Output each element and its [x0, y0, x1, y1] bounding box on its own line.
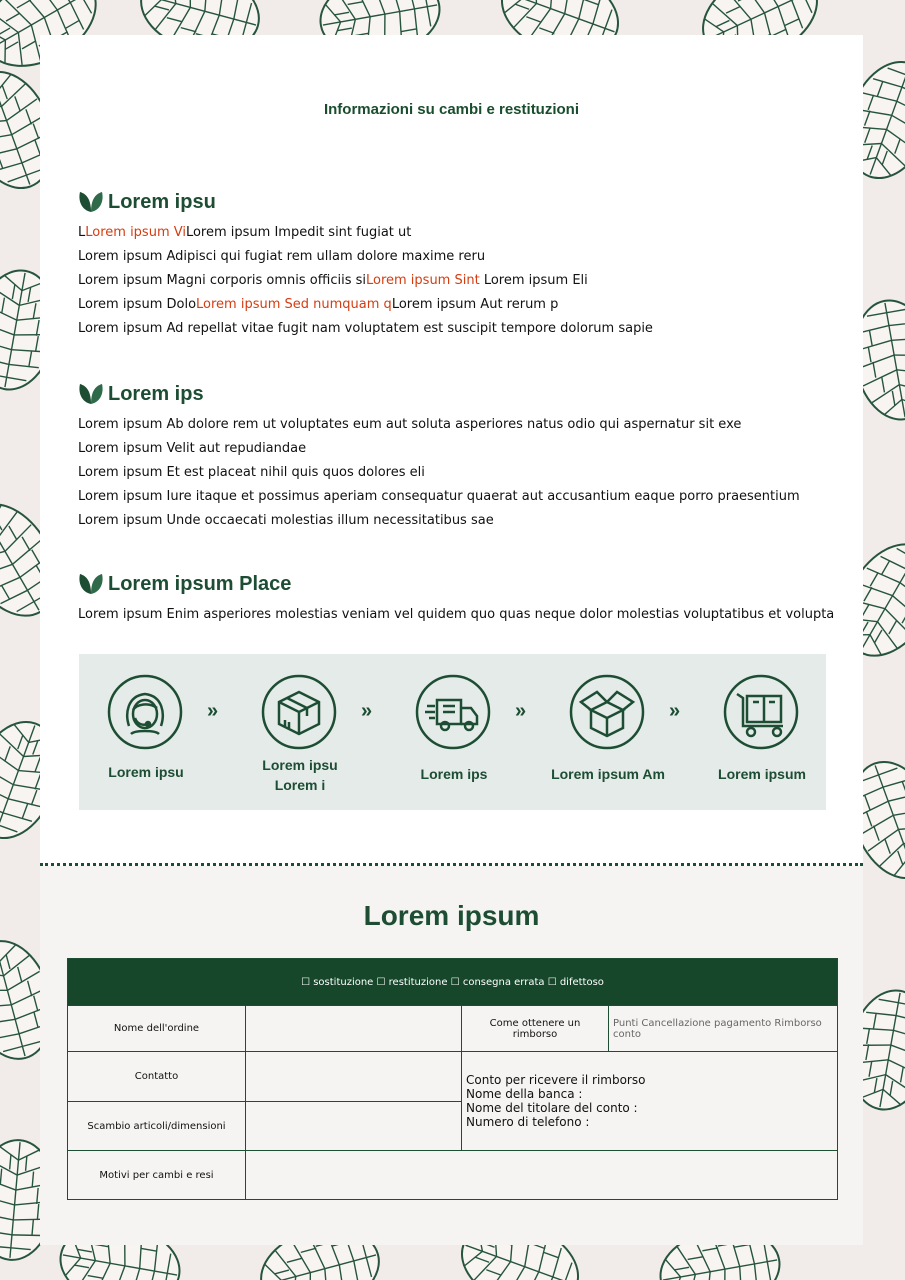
section-title: Lorem ipsum Place — [108, 572, 292, 595]
text-line: Lorem ipsum Ab dolore rem ut voluptates eum aut soluta asperiores natus odio qui aspernatur sit exe — [78, 417, 742, 432]
page-title: Informazioni su cambi e restituzioni — [323, 101, 580, 118]
process-step-label: Lorem ipsu Lorem i — [262, 757, 338, 793]
section-title: Lorem ips — [108, 382, 204, 405]
text-line: Lorem ipsum DoloLorem ipsum Sed numquam qLorem ipsum Aut rerum p — [78, 297, 559, 312]
text-line: Lorem ipsum Iure itaque et possimus aperiam consequatur quaerat aut accusantium eaque porro praesentium — [78, 489, 800, 504]
text-line: LLorem ipsum ViLorem ipsum Impedit sint fugiat ut — [78, 225, 412, 240]
return-type-options[interactable]: ☐ sostituzione ☐ restituzione ☐ consegna errata ☐ difettoso — [68, 959, 838, 1006]
leaf-icon — [78, 190, 104, 214]
refund-method-label: Come ottenere un rimborso — [462, 1006, 609, 1052]
bank-info-line: Conto per ricevere il rimborso — [466, 1073, 646, 1087]
form-title: Lorem ipsum — [363, 900, 540, 931]
process-step-label: Lorem ips — [420, 766, 488, 782]
order-name-field[interactable] — [246, 1006, 462, 1052]
return-form-table — [67, 958, 838, 1200]
text-line: Lorem ipsum Et est placeat nihil quis quos dolores eli — [78, 465, 425, 480]
text-line: Lorem ipsum Magni corporis omnis officiis siLorem ipsum Sint Lorem ipsum Eli — [78, 273, 588, 288]
process-step-label: Lorem ipsum — [718, 766, 806, 782]
delivery-truck-icon — [415, 674, 491, 750]
text-line: Lorem ipsum Enim asperiores molestias veniam vel quidem quo quas neque dolor molestias voluptatibus et volupta — [78, 607, 835, 622]
reason-field[interactable] — [246, 1151, 838, 1200]
process-steps-panel — [79, 654, 826, 810]
leaf-icon — [78, 382, 104, 406]
package-box-icon — [261, 674, 337, 750]
process-step-label: Lorem ipsum Am — [551, 766, 665, 782]
contact-label: Contatto — [68, 1052, 246, 1102]
exchange-items-field[interactable] — [246, 1102, 462, 1151]
section-1 — [78, 189, 838, 341]
chevron-right-icon: » — [515, 700, 523, 722]
highlight-text: Lorem ipsum Vi — [85, 225, 186, 240]
open-box-icon — [569, 674, 645, 750]
bank-account-info[interactable] — [462, 1052, 838, 1151]
contact-field[interactable] — [246, 1052, 462, 1102]
section-title: Lorem ipsu — [108, 190, 216, 213]
refund-method-options[interactable]: Punti Cancellazione pagamento Rimborso conto — [609, 1006, 838, 1052]
chevron-right-icon: » — [207, 700, 215, 722]
text-line: Lorem ipsum Unde occaecati molestias illum necessitatibus sae — [78, 513, 494, 528]
reason-label: Motivi per cambi e resi — [68, 1151, 246, 1200]
text-line: Lorem ipsum Velit aut repudiandae — [78, 441, 307, 456]
section-2 — [78, 381, 838, 533]
chevron-right-icon: » — [361, 700, 369, 722]
leaf-icon — [78, 572, 104, 596]
bank-info-line: Nome del titolare del conto : — [466, 1101, 638, 1115]
hand-truck-icon — [723, 674, 799, 750]
order-name-label: Nome dell'ordine — [68, 1006, 246, 1052]
exchange-items-label: Scambio articoli/dimensioni — [68, 1102, 246, 1151]
text-line: Lorem ipsum Adipisci qui fugiat rem ullam dolore maxime reru — [78, 249, 486, 264]
bank-info-line: Nome della banca : — [466, 1087, 583, 1101]
customer-service-icon — [107, 674, 183, 750]
highlight-text: Lorem ipsum Sint — [365, 273, 480, 288]
chevron-right-icon: » — [669, 700, 677, 722]
bank-info-line: Numero di telefono : — [466, 1115, 590, 1129]
text-line: Lorem ipsum Ad repellat vitae fugit nam voluptatem est suscipit tempore dolorum sapie — [78, 321, 653, 336]
highlight-text: Lorem ipsum Sed numquam q — [196, 297, 392, 312]
return-form-section — [40, 866, 863, 1245]
process-step-label: Lorem ipsu — [108, 764, 184, 780]
section-3 — [78, 571, 838, 627]
